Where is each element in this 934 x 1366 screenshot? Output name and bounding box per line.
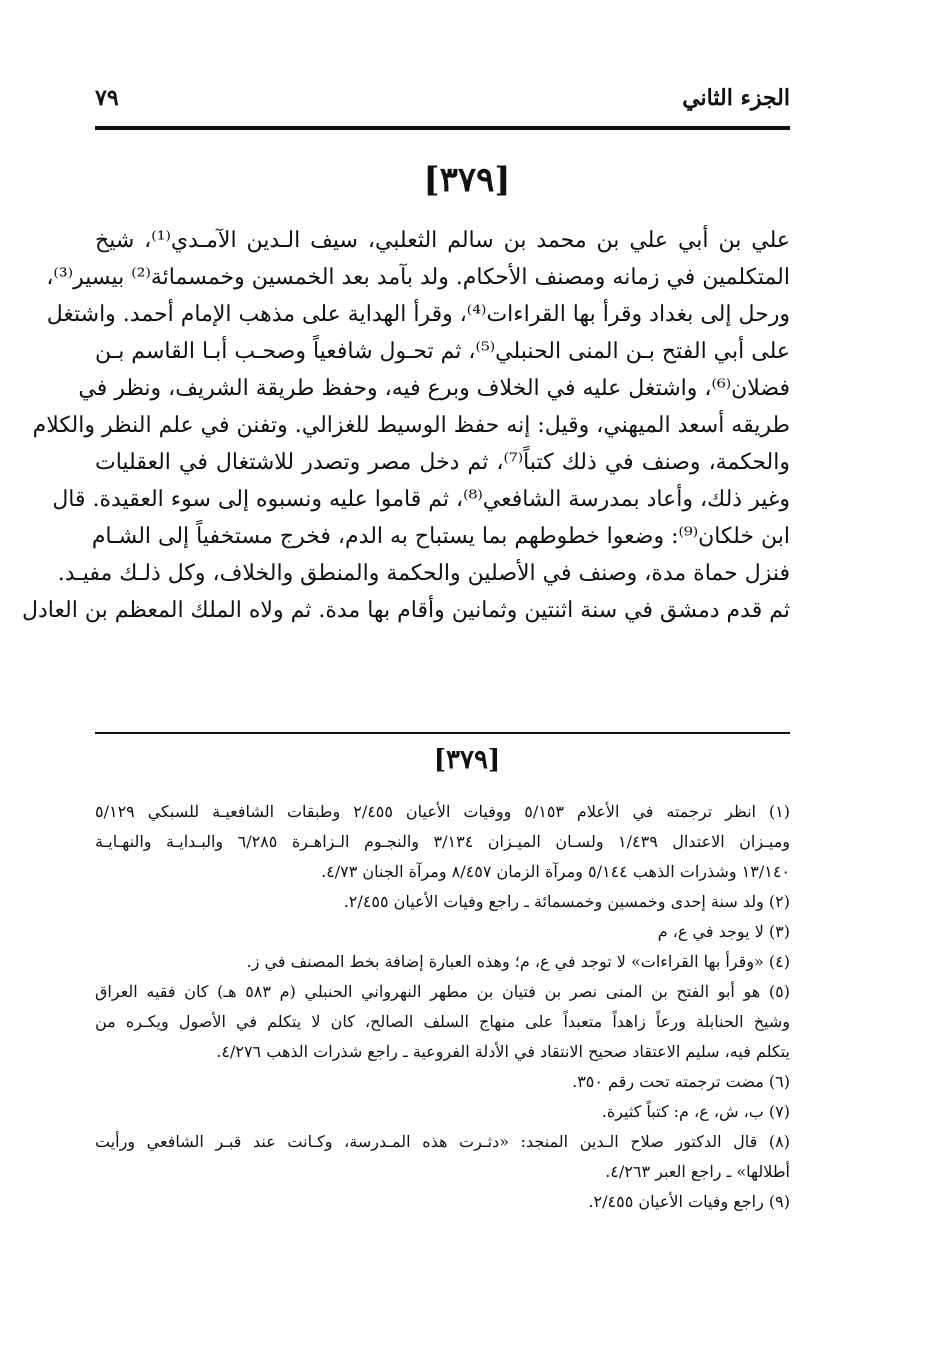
body-line: ابن خلكان⁽⁹⁾: وضعوا خطوطهم بما يستباح به الدم، فخرج مستخفياً إلى الشـام (91, 524, 790, 549)
footnote-line: يتكلم فيه، سليم الاعتقاد صحيح الانتقاد في الأدلة الفروعية ـ راجع شذرات الذهب ٤/٢٧٦. (216, 1042, 790, 1061)
footnotes-rule (95, 732, 790, 734)
footnote-3 (95, 917, 790, 947)
footnote-9 (95, 1187, 790, 1217)
body-line: ثم قدم دمشق في سنة اثنتين وثمانين وأقام بها مدة. ثم ولاه الملك المعظم بن العادل (21, 598, 790, 623)
footnotes-list (95, 797, 790, 1217)
body-line: على أبي الفتح بـن المنى الحنبلي⁽⁵⁾، ثم تحـول شافعياً وصحـب أبـا القاسم بـن (95, 339, 790, 364)
running-title: الجزء الثاني (682, 85, 790, 111)
body-line: وغير ذلك، وأعاد بمدرسة الشافعي⁽⁸⁾، ثم قاموا عليه ونسبوه إلى سوء العقيدة. قال (52, 487, 790, 512)
entry-number: [٣٧٩] (423, 160, 511, 200)
body-line: ورحل إلى بغداد وقرأ بها القراءات⁽⁴⁾، وقرأ الهداية على مذهب الإمام أحمد. واشتغل (46, 302, 790, 327)
footnote-8 (95, 1127, 790, 1187)
body-line: فضلان⁽⁶⁾، واشتغل عليه في الخلاف وبرع فيه، وحفظ طريقة الشريف، ونظر في (78, 376, 790, 401)
body-line: فنزل حماة مدة، وصنف في الأصلين والحكمة والمنطق والخلاف، وكل ذلـك مفيـد. (57, 561, 790, 586)
footnote-1 (95, 797, 790, 887)
footnote-line: (٤) «وقرأ بها القراءات» لا توجد في ع، م؛ وهذه العبارة إضافة بخط المصنف في ز. (246, 952, 790, 971)
page-header (95, 78, 790, 118)
body-line: المتكلمين في زمانه ومصنف الأحكام. ولد بآمد بعد الخمسين وخمسمائة⁽²⁾ بيسير⁽³⁾، (46, 265, 790, 290)
footnote-line: وميـزان الاعتدال ١/٤٣٩ ولسـان الميـزان ٣/١٣٤ والنجـوم الـزاهـرة ٦/٢٨٥ والبـدايـة والنهـايـة (95, 832, 791, 851)
footnote-line: (٨) قال الدكتور صلاح الـدين المنجد: «دثـرت هذه المـدرسة، وكـانت عند قبـر الشافعي ورأيت (95, 1132, 790, 1151)
footnote-line: وشيخ الحنابلة ورعاً زاهداً متعبداً على منهاج السلف الصالح، كان لا يتكلم في الأصول ويكـره من (95, 1012, 791, 1031)
body-line: والحكمة، وصنف في ذلك كتباً⁽⁷⁾، ثم دخل مصر وتصدر للاشتغال في العقليات (95, 450, 790, 475)
footnote-line: (٥) هو أبو الفتح بن المنى نصر بن فتيان بن مطهر النهرواني الحنبلي (م ٥٨٣ هـ) كان فقيه العراق (95, 982, 791, 1001)
footnote-6 (95, 1067, 790, 1097)
body-line: طريقه أسعد الميهني، وقيل: إنه حفظ الوسيط للغزالي. وتفنن في علم النظر والكلام (32, 413, 790, 438)
footnote-line: (٧) ب، ش، ع، م: كتباً كثيرة. (601, 1102, 790, 1121)
footnote-5 (95, 977, 790, 1067)
footnote-line: ١٣/١٤٠ وشذرات الذهب ٥/١٤٤ ومرآة الزمان ٨/٤٥٧ ومرآة الجنان ٤/٧٣. (321, 862, 790, 881)
entry-body (21, 222, 790, 629)
footnote-line: (٦) مضت ترجمته تحت رقم ٣٥٠. (572, 1072, 790, 1091)
body-line: علي بن أبي علي بن محمد بن سالم الثعلبي، سيف الـدين الآمـدي⁽¹⁾، شيخ (95, 228, 790, 253)
footnote-line: (١) انظر ترجمته في الأعلام ٥/١٥٣ ووفيات الأعيان ٢/٤٥٥ وطبقات الشافعيـة للسبكي ٥/١٢٩ (95, 802, 791, 821)
header-rule (95, 126, 790, 130)
footnote-line: (٣) لا يوجد في ع، م (657, 922, 790, 941)
footnote-line: أطلالها» ـ راجع العبر ٤/٢٦٣. (605, 1162, 790, 1181)
footnote-7 (95, 1097, 790, 1127)
footnotes-entry-number: [٣٧٩] (433, 745, 501, 775)
page-number: ٧٩ (95, 85, 119, 111)
footnote-line: (٩) راجع وفيات الأعيان ٢/٤٥٥. (588, 1192, 790, 1211)
footnote-line: (٢) ولد سنة إحدى وخمسين وخمسمائة ـ راجع وفيات الأعيان ٢/٤٥٥. (343, 892, 790, 911)
footnote-4 (95, 947, 790, 977)
footnote-2 (95, 887, 790, 917)
